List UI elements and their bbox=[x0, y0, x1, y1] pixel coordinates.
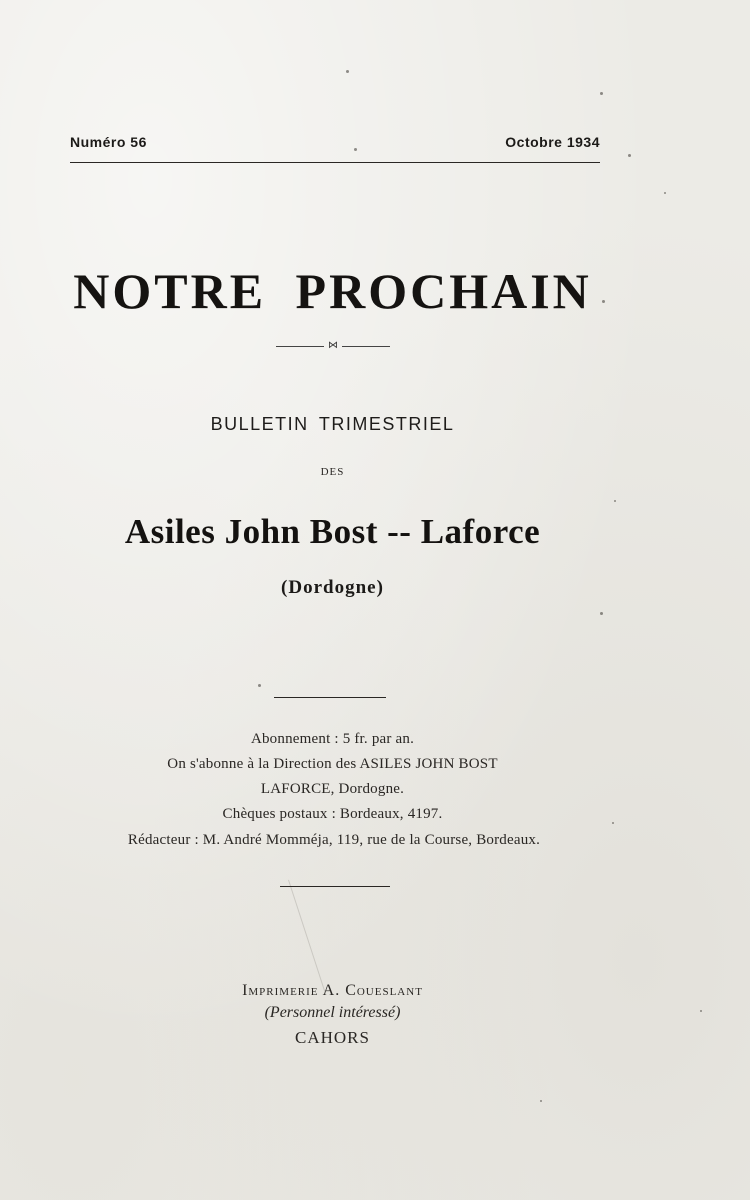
subscription-direction: On s'abonne à la Direction des ASILES JOHN BOST bbox=[167, 756, 498, 772]
section-divider bbox=[274, 697, 386, 698]
printer-name: Imprimerie A. Coueslant bbox=[242, 982, 423, 999]
section-divider bbox=[280, 886, 390, 887]
publication-title: NOTRE PROCHAIN bbox=[73, 263, 592, 319]
ornament-line-left bbox=[276, 346, 324, 347]
paper-speck bbox=[700, 1010, 702, 1012]
organization-region: (Dordogne) bbox=[281, 577, 384, 598]
issue-number: Numéro 56 bbox=[70, 134, 147, 150]
printer-note: (Personnel intéressé) bbox=[264, 1004, 401, 1021]
paper-speck bbox=[628, 154, 631, 157]
paper-speck bbox=[614, 500, 616, 502]
postal-cheques: Chèques postaux : Bordeaux, 4197. bbox=[222, 806, 443, 822]
organization-name: Asiles John Bost -- Laforce bbox=[124, 512, 541, 551]
title-ornament bbox=[276, 340, 390, 354]
paper-speck bbox=[600, 612, 603, 615]
editor-line: Rédacteur : M. André Momméja, 119, rue de la Course, Bordeaux. bbox=[127, 832, 541, 848]
paper-crease bbox=[288, 864, 374, 994]
paper-speck bbox=[600, 92, 603, 95]
paper-speck bbox=[664, 192, 666, 194]
paper-speck bbox=[258, 684, 261, 687]
ornament-line-right bbox=[342, 346, 390, 347]
paper-speck bbox=[540, 1100, 542, 1102]
issue-date: Octobre 1934 bbox=[505, 134, 600, 150]
paper-speck bbox=[346, 70, 349, 73]
header-rule bbox=[70, 162, 600, 163]
issue-header bbox=[70, 134, 600, 156]
subscription-price: Abonnement : 5 fr. par an. bbox=[250, 731, 415, 747]
printer-city: CAHORS bbox=[295, 1028, 370, 1047]
bulletin-subtitle: BULLETIN TRIMESTRIEL bbox=[210, 414, 455, 434]
connector-word: DES bbox=[320, 466, 345, 478]
ornament-glyph: ⋈ bbox=[328, 340, 338, 351]
subscription-location: LAFORCE, Dordogne. bbox=[260, 781, 405, 797]
